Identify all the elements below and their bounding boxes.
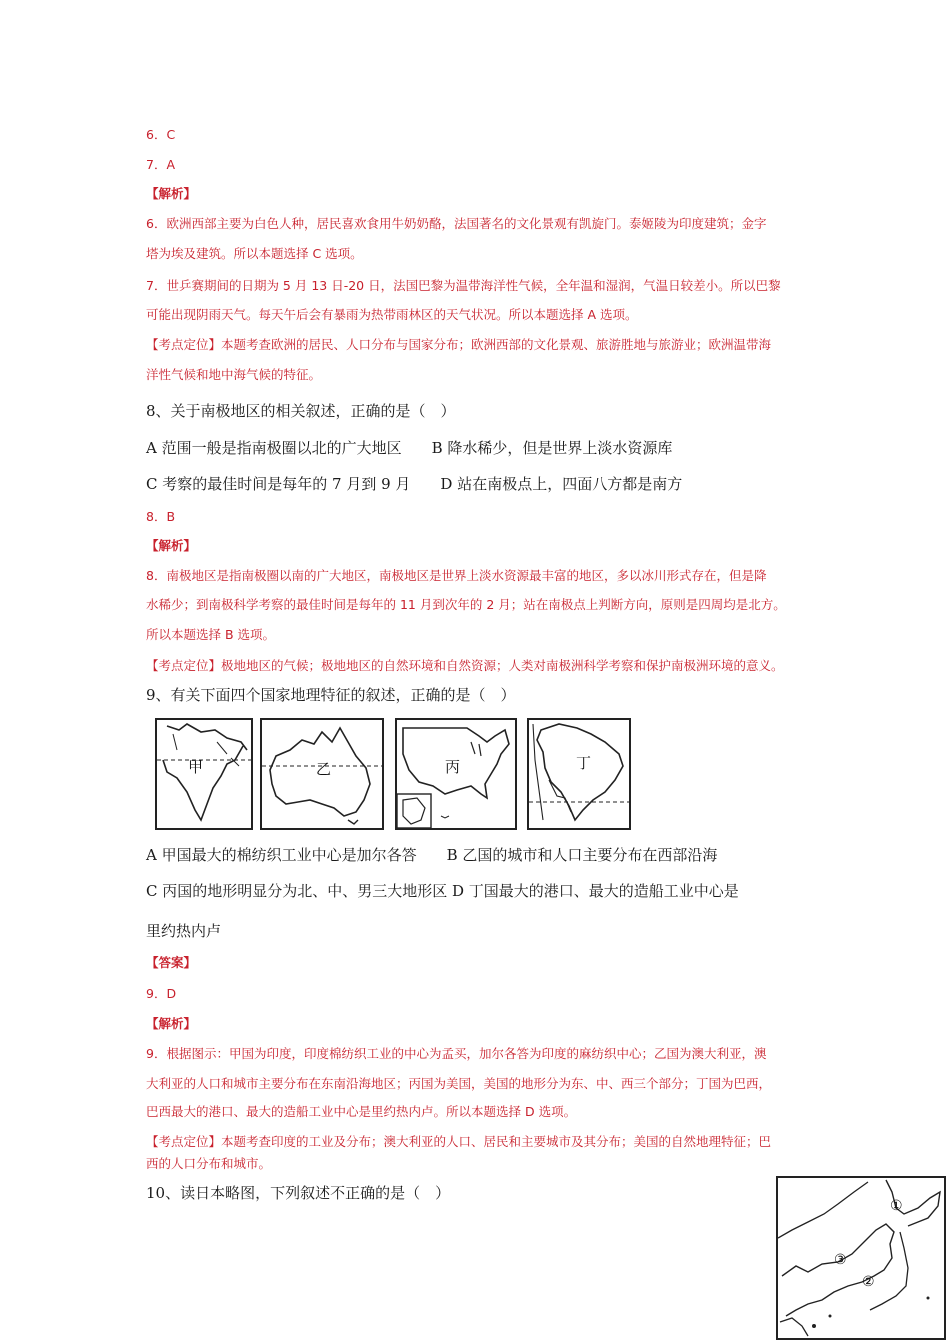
analysis-9-line1: 9．根据图示：甲国为印度，印度棉纺织工业的中心为孟买，加尔各答为印度的麻纺织中心；乙国为澳大利亚，澳 xyxy=(146,1046,767,1061)
analysis-heading-8: 【解析】 xyxy=(146,538,197,553)
question-9-options-cd-cont: 里约热内卢 xyxy=(146,922,222,940)
knowledge-point-9-line1: 【考点定位】本题考查印度的工业及分布；澳大利亚的人口、居民和主要城市及其分布；美国的自然地理特征；巴 xyxy=(146,1134,772,1149)
map-label-yi: 乙 xyxy=(316,760,332,778)
answer-9: 9．D xyxy=(146,986,177,1001)
map-jia-india xyxy=(155,718,253,830)
knowledge-point-line1: 【考点定位】本题考查欧洲的居民、人口分布与国家分布；欧洲西部的文化景观、旅游胜地与旅游业；欧洲温带海 xyxy=(146,337,772,352)
answer-7: 7．A xyxy=(146,157,176,172)
map-ding-brazil xyxy=(527,718,631,830)
map-label-ding: 丁 xyxy=(576,754,592,772)
answer-heading-9: 【答案】 xyxy=(146,955,197,970)
analysis-8-line2: 水稀少；到南极科学考察的最佳时间是每年的 11 月到次年的 2 月；站在南极点上判断方向，原则是四周均是北方。 xyxy=(146,597,786,612)
analysis-9-line3: 巴西最大的港口、最大的造船工业中心是里约热内卢。所以本题选择 D 选项。 xyxy=(146,1104,577,1119)
answer-8: 8．B xyxy=(146,509,176,524)
analysis-8-line3: 所以本题选择 B 选项。 xyxy=(146,627,276,642)
map-label-jia: 甲 xyxy=(188,758,204,776)
question-8-options-cd: C 考察的最佳时间是每年的 7 月到 9 月 D 站在南极点上，四面八方都是南方 xyxy=(146,475,683,493)
analysis-7-line2: 可能出现阴雨天气。每天午后会有暴雨为热带雨林区的天气状况。所以本题选择 A 选项。 xyxy=(146,307,638,322)
answer-6: 6．C xyxy=(146,127,176,142)
knowledge-point-line2: 洋性气候和地中海气候的特征。 xyxy=(146,367,322,382)
japan-marker-1: ① xyxy=(890,1198,903,1214)
analysis-9-line2: 大利亚的人口和城市主要分布在东南沿海地区；丙国为美国，美国的地形分为东、中、西三个部分；丁国为巴西， xyxy=(146,1076,772,1091)
map-bing-usa xyxy=(395,718,517,830)
japan-marker-3: ③ xyxy=(834,1252,847,1268)
question-9: 9、有关下面四个国家地理特征的叙述，正确的是（ ） xyxy=(146,686,516,704)
japan-map xyxy=(776,1176,946,1340)
analysis-6-line2: 塔为埃及建筑。所以本题选择 C 选项。 xyxy=(146,246,363,261)
map-label-bing: 丙 xyxy=(445,758,461,776)
question-9-options-cd: C 丙国的地形明显分为北、中、男三大地形区 D 丁国最大的港口、最大的造船工业中心是 xyxy=(146,882,739,900)
japan-marker-2: ② xyxy=(862,1274,875,1290)
analysis-7-line1: 7．世乒赛期间的日期为 5 月 13 日-20 日，法国巴黎为温带海洋性气候，全年温和湿润，气温日较差小。所以巴黎 xyxy=(146,278,781,293)
question-9-options-ab: A 甲国最大的棉纺织工业中心是加尔各答 B 乙国的城市和人口主要分布在西部沿海 xyxy=(146,846,718,864)
analysis-heading: 【解析】 xyxy=(146,186,197,201)
question-8-options-ab: A 范围一般是指南极圈以北的广大地区 B 降水稀少，但是世界上淡水资源库 xyxy=(146,439,673,457)
analysis-8-line1: 8．南极地区是指南极圈以南的广大地区，南极地区是世界上淡水资源最丰富的地区，多以冰川形式存在，但是降 xyxy=(146,568,767,583)
analysis-heading-9: 【解析】 xyxy=(146,1016,197,1031)
map-yi-australia xyxy=(260,718,384,830)
question-8: 8、关于南极地区的相关叙述，正确的是（ ） xyxy=(146,402,456,420)
question-10: 10、读日本略图，下列叙述不正确的是（ ） xyxy=(146,1184,451,1202)
knowledge-point-8: 【考点定位】极地地区的气候；极地地区的自然环境和自然资源；人类对南极洲科学考察和保护南极洲环境的意义。 xyxy=(146,658,784,673)
analysis-6-line1: 6．欧洲西部主要为白色人种，居民喜欢食用牛奶奶酪，法国著名的文化景观有凯旋门。泰姬陵为印度建筑；金字 xyxy=(146,216,767,231)
knowledge-point-9-line2: 西的人口分布和城市。 xyxy=(146,1156,272,1171)
